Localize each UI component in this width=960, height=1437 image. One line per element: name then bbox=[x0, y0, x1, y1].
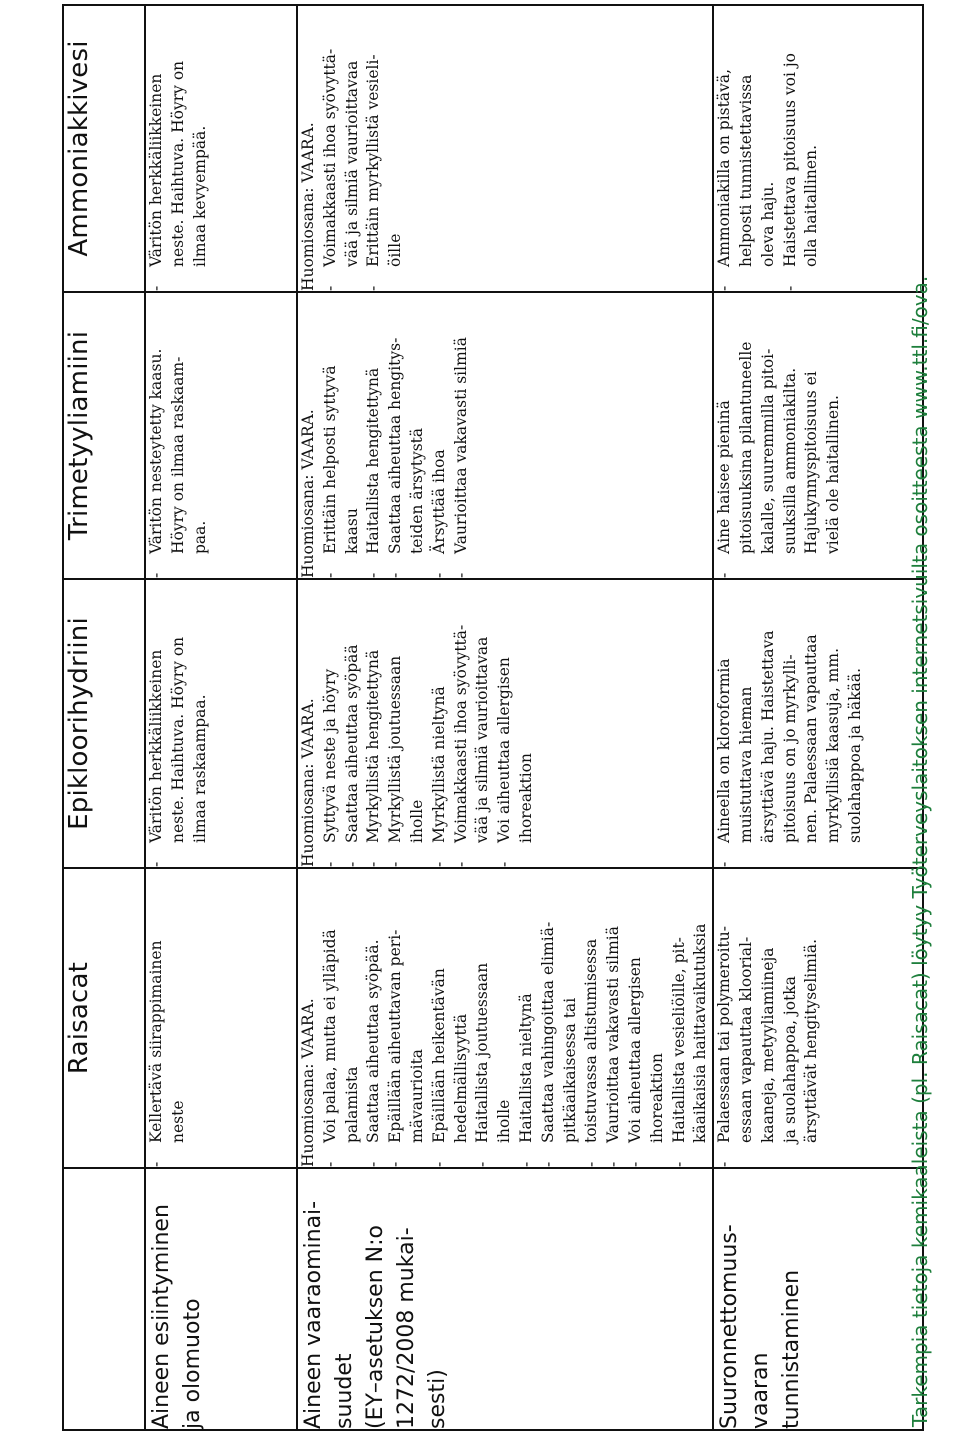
text-line: teiden ärsytystä bbox=[407, 427, 426, 554]
bullet-dash: - bbox=[473, 1161, 492, 1167]
list-item-text bbox=[714, 580, 867, 843]
text-line: Väritön herkkäliikkeinen bbox=[147, 649, 165, 843]
list-item bbox=[385, 869, 429, 1167]
bullet-dash: - bbox=[386, 861, 405, 867]
list-item-text bbox=[603, 869, 625, 1143]
list-item-text bbox=[714, 293, 845, 554]
table-cell bbox=[297, 5, 713, 292]
table-cell bbox=[297, 868, 713, 1168]
signal-word: Huomiosana: VAARA. bbox=[299, 998, 317, 1167]
text-line: toistuvassa altistumisessa bbox=[582, 938, 601, 1143]
text-line: Voi aiheuttaa allergisen bbox=[625, 957, 644, 1143]
row-header-line: sesti) bbox=[425, 1369, 450, 1429]
row-header-line: Aineen esiintyminen bbox=[149, 1204, 174, 1429]
bullet-dash: - bbox=[495, 861, 514, 867]
text-line: nen. Palaessaan vapauttaa bbox=[802, 634, 821, 843]
text-line: Vaurioittaa vakavasti silmiä bbox=[604, 926, 623, 1143]
text-line: Vaurioittaa vakavasti silmiä bbox=[451, 337, 470, 554]
bullet-dash: - bbox=[715, 572, 734, 578]
text-line: Voimakkaasti ihoa syövyttä- bbox=[320, 48, 339, 267]
list-item bbox=[451, 580, 495, 867]
table-cell bbox=[297, 579, 713, 868]
list-item-text bbox=[385, 869, 429, 1143]
bullet-dash: - bbox=[538, 1161, 557, 1167]
bullet-dash: - bbox=[516, 1161, 535, 1167]
text-line: kalalle, suuremmilla pitoi- bbox=[758, 348, 777, 554]
list-item bbox=[429, 580, 451, 867]
list-item bbox=[385, 293, 429, 578]
text-line: Syttyvä neste ja höyry bbox=[320, 668, 339, 843]
text-line: Erittäin myrkyllistä vesieli- bbox=[364, 54, 383, 267]
table-cell bbox=[145, 579, 297, 868]
list-item-text bbox=[320, 580, 342, 843]
column-header: Epikloorihydriini bbox=[63, 579, 145, 868]
list-item bbox=[146, 293, 211, 578]
list-item-text bbox=[342, 580, 364, 843]
list-item-text bbox=[385, 293, 429, 554]
list-item-text bbox=[363, 869, 385, 1143]
row-header-line: 1272/2008 mukai- bbox=[394, 1227, 419, 1429]
text-line: pitoisuuksina pilantuneelle bbox=[736, 341, 755, 554]
column-header: Ammoniakkivesi bbox=[63, 5, 145, 292]
list-item bbox=[320, 580, 342, 867]
list-item-text bbox=[780, 6, 824, 267]
text-line: neste bbox=[168, 1100, 187, 1143]
text-line: Hajukynnyspitoisuus ei bbox=[802, 371, 821, 554]
list-item bbox=[625, 869, 669, 1167]
list-item bbox=[320, 6, 364, 291]
text-line: myrkyllisiä kaasuja, mm. bbox=[824, 648, 843, 843]
text-line: Kellertävä siirappimainen bbox=[147, 940, 165, 1143]
text-line: kaasu bbox=[342, 508, 361, 554]
chemical-comparison-table bbox=[62, 4, 924, 1431]
text-line: Palaessaan tai polymeroitu- bbox=[715, 926, 734, 1143]
table-row bbox=[145, 5, 297, 1430]
bullet-dash: - bbox=[780, 285, 799, 291]
text-line: hedelmällisyyttä bbox=[451, 1013, 470, 1143]
text-line: Ärsyttää ihoa bbox=[429, 449, 448, 554]
list-item bbox=[472, 869, 516, 1167]
row-header-line: tunnistaminen bbox=[779, 1269, 805, 1429]
list-item bbox=[429, 869, 473, 1167]
row-header-line: (EY–asetuksen N:o bbox=[363, 1225, 388, 1429]
table-cell bbox=[145, 868, 297, 1168]
list-item-text bbox=[451, 580, 495, 843]
table-cell bbox=[713, 5, 923, 292]
text-line: kaaneja, metyyliamiineja bbox=[758, 947, 777, 1143]
text-line: öille bbox=[386, 233, 405, 267]
list-item bbox=[146, 6, 211, 291]
bullet-dash: - bbox=[429, 861, 448, 867]
text-line: olla haitallinen. bbox=[802, 144, 821, 267]
list-item bbox=[363, 6, 407, 291]
text-line: muistuttava hieman bbox=[736, 686, 755, 843]
text-line: ilmaa kevyempää. bbox=[190, 125, 209, 267]
text-line: pitkäaikaisessa tai bbox=[560, 997, 579, 1143]
list-item-text bbox=[146, 293, 211, 554]
bullet-dash: - bbox=[320, 572, 339, 578]
bullet-dash: - bbox=[342, 861, 361, 867]
text-line: Saattaa aiheuttaa syöpää. bbox=[364, 939, 383, 1143]
text-line: vää ja silmiä vaurioittavaa bbox=[473, 636, 492, 843]
text-line: ihoreaktion bbox=[647, 1053, 666, 1143]
text-line: vää ja silmiä vaurioittavaa bbox=[342, 60, 361, 267]
bullet-dash: - bbox=[364, 572, 383, 578]
text-line: ja suolahappoa, jotka bbox=[780, 976, 799, 1143]
text-line: ihoreaktion bbox=[516, 753, 535, 843]
text-line: iholle bbox=[407, 799, 426, 843]
text-line: Aineella on kloroformia bbox=[715, 658, 734, 843]
list-item-text bbox=[669, 869, 713, 1143]
bullet-dash: - bbox=[364, 1161, 383, 1167]
bullet-dash: - bbox=[669, 1161, 688, 1167]
row-header-line: ja olomuoto bbox=[180, 1298, 205, 1429]
list-item bbox=[494, 580, 538, 867]
list-item-text bbox=[538, 869, 582, 1143]
text-line: pitoisuus on jo myrkylli- bbox=[780, 654, 799, 843]
footer-note: Tarkempia tietoja kemikaaleista (pl. Raisacat) löytyy Työterveyslaitoksen internetsivuilta osoitteesta www.ttl.fi/ova. bbox=[908, 275, 932, 1427]
list-item-text bbox=[625, 869, 669, 1143]
text-line: neste. Haihtuva. Höyry on bbox=[168, 60, 187, 267]
list-item bbox=[516, 869, 538, 1167]
text-line: helposti tunnistettavissa bbox=[736, 74, 755, 267]
list-item-text bbox=[146, 869, 190, 1143]
text-line: Aine haisee pieninä bbox=[715, 400, 734, 554]
bullet-dash: - bbox=[320, 285, 339, 291]
text-line: vielä ole haitallinen. bbox=[824, 395, 843, 554]
column-header: Trimetyyliamiini bbox=[63, 292, 145, 579]
list-item-text bbox=[714, 869, 823, 1143]
text-line: Saattaa aiheuttaa syöpää bbox=[342, 644, 361, 843]
list-item-text bbox=[581, 869, 603, 1143]
text-line: Epäillään aiheuttavan peri- bbox=[386, 929, 405, 1143]
bullet-dash: - bbox=[429, 1161, 448, 1167]
list-item-text bbox=[146, 580, 211, 843]
list-item-text bbox=[320, 293, 364, 554]
text-line: Saattaa vahingoittaa elimiä- bbox=[538, 921, 557, 1143]
list-item-text bbox=[714, 6, 779, 267]
list-item bbox=[603, 869, 625, 1167]
row-header-line: Aineen vaaraominai- bbox=[301, 1200, 326, 1429]
bullet-dash: - bbox=[386, 572, 405, 578]
table-row bbox=[297, 5, 713, 1430]
bullet-dash: - bbox=[364, 285, 383, 291]
text-line: neste. Haihtuva. Höyry on bbox=[168, 636, 187, 843]
bullet-dash: - bbox=[147, 572, 165, 578]
text-line: Voi palaa, mutta ei ylläpidä bbox=[320, 929, 339, 1143]
text-line: Saattaa aiheuttaa hengitys- bbox=[386, 337, 405, 554]
list-item-text bbox=[146, 6, 211, 267]
text-line: Voi aiheuttaa allergisen bbox=[495, 657, 514, 843]
table-row bbox=[713, 5, 923, 1430]
signal-word: Huomiosana: VAARA. bbox=[299, 698, 317, 867]
bullet-dash: - bbox=[320, 1161, 339, 1167]
text-line: Myrkyllistä nieltynä bbox=[429, 686, 448, 843]
text-line: essaan vapauttaa kloorial- bbox=[736, 936, 755, 1143]
text-line: ärsyttävä haju. Haistettava bbox=[758, 630, 777, 843]
text-line: Voimakkaasti ihoa syövyttä- bbox=[451, 624, 470, 843]
text-line: käaikaisia haittavaikutuksia bbox=[691, 923, 710, 1143]
list-item-text bbox=[429, 580, 451, 843]
bullet-dash: - bbox=[451, 861, 470, 867]
list-item-text bbox=[429, 869, 473, 1143]
list-item-text bbox=[320, 6, 364, 267]
table-cell bbox=[713, 292, 923, 579]
list-item bbox=[429, 293, 451, 578]
list-item-text bbox=[451, 293, 473, 554]
bullet-dash: - bbox=[451, 572, 470, 578]
text-line: ilmaa raskaampaa. bbox=[190, 694, 209, 843]
list-item-text bbox=[385, 580, 429, 843]
list-item bbox=[714, 580, 867, 867]
table-header-row bbox=[63, 5, 145, 1430]
bullet-dash: - bbox=[320, 861, 339, 867]
list-item bbox=[714, 869, 823, 1167]
list-item bbox=[363, 293, 385, 578]
text-line: Erittäin helposti syttyvä bbox=[320, 365, 339, 554]
text-line: suuksilla ammoniakilta. bbox=[780, 367, 799, 554]
list-item bbox=[146, 869, 190, 1167]
list-item-text bbox=[363, 580, 385, 843]
bullet-dash: - bbox=[715, 285, 734, 291]
table-cell bbox=[145, 5, 297, 292]
list-item bbox=[342, 580, 364, 867]
list-item bbox=[363, 869, 385, 1167]
list-item bbox=[780, 6, 824, 291]
list-item bbox=[581, 869, 603, 1167]
list-item bbox=[669, 869, 713, 1167]
list-item bbox=[146, 580, 211, 867]
list-item bbox=[538, 869, 582, 1167]
signal-word: Huomiosana: VAARA. bbox=[299, 122, 317, 291]
text-line: Höyry on ilmaa raskaam- bbox=[168, 356, 187, 554]
bullet-dash: - bbox=[625, 1161, 644, 1167]
table-cell bbox=[713, 868, 923, 1168]
text-line: palamista bbox=[342, 1066, 361, 1143]
row-header-line: vaaran bbox=[748, 1352, 774, 1429]
row-header-line: suudet bbox=[332, 1353, 357, 1429]
row-header bbox=[145, 1168, 297, 1430]
text-line: Haitallista joutuessaan bbox=[473, 962, 492, 1143]
text-line: Haitallista nieltynä bbox=[516, 993, 535, 1143]
text-line: Ammoniakilla on pistävä, bbox=[715, 68, 734, 267]
bullet-dash: - bbox=[386, 1161, 405, 1167]
text-line: suolahappoa ja häkää. bbox=[845, 667, 864, 843]
table-cell bbox=[713, 579, 923, 868]
bullet-dash: - bbox=[147, 285, 165, 291]
list-item-text bbox=[472, 869, 516, 1143]
list-item bbox=[451, 293, 473, 578]
bullet-dash: - bbox=[364, 861, 383, 867]
column-header: Raisacat bbox=[63, 868, 145, 1168]
text-line: Väritön nesteytetty kaasu. bbox=[147, 348, 165, 554]
corner-cell bbox=[63, 1168, 145, 1430]
bullet-dash: - bbox=[582, 1161, 601, 1167]
signal-word: Huomiosana: VAARA. bbox=[299, 409, 317, 578]
text-line: Haitallista vesieliöille, pit- bbox=[669, 937, 688, 1143]
list-item bbox=[385, 580, 429, 867]
list-item bbox=[363, 580, 385, 867]
list-item bbox=[320, 869, 364, 1167]
text-line: ärsyttävät hengityselimiä. bbox=[802, 938, 821, 1143]
row-header bbox=[297, 1168, 713, 1430]
list-item-text bbox=[516, 869, 538, 1143]
text-line: Väritön herkkäliikkeinen bbox=[147, 73, 165, 267]
text-line: paa. bbox=[190, 520, 209, 554]
text-line: Myrkyllistä hengitettynä bbox=[364, 649, 383, 843]
bullet-dash: - bbox=[604, 1161, 623, 1167]
text-line: Haistettava pitoisuus voi jo bbox=[780, 52, 799, 267]
list-item-text bbox=[363, 6, 407, 267]
list-item bbox=[714, 293, 845, 578]
text-line: mävaurioita bbox=[407, 1048, 426, 1143]
bullet-dash: - bbox=[147, 861, 165, 867]
list-item-text bbox=[320, 869, 364, 1143]
bullet-dash: - bbox=[429, 572, 448, 578]
row-header-line: Suuronnettomuus- bbox=[717, 1224, 743, 1429]
list-item-text bbox=[429, 293, 451, 554]
bullet-dash: - bbox=[147, 1161, 165, 1167]
text-line: Haitallista hengitettynä bbox=[364, 367, 383, 554]
text-line: Epäillään heikentävän bbox=[429, 968, 448, 1143]
list-item-text bbox=[363, 293, 385, 554]
bullet-dash: - bbox=[715, 1161, 734, 1167]
list-item-text bbox=[494, 580, 538, 843]
table-cell bbox=[297, 292, 713, 579]
list-item bbox=[714, 6, 779, 291]
bullet-dash: - bbox=[715, 861, 734, 867]
text-line: iholle bbox=[495, 1099, 514, 1143]
text-line: Myrkyllistä joutuessaan bbox=[386, 655, 405, 843]
text-line: oleva haju. bbox=[758, 181, 777, 267]
table-cell bbox=[145, 292, 297, 579]
list-item bbox=[320, 293, 364, 578]
row-header bbox=[713, 1168, 923, 1430]
